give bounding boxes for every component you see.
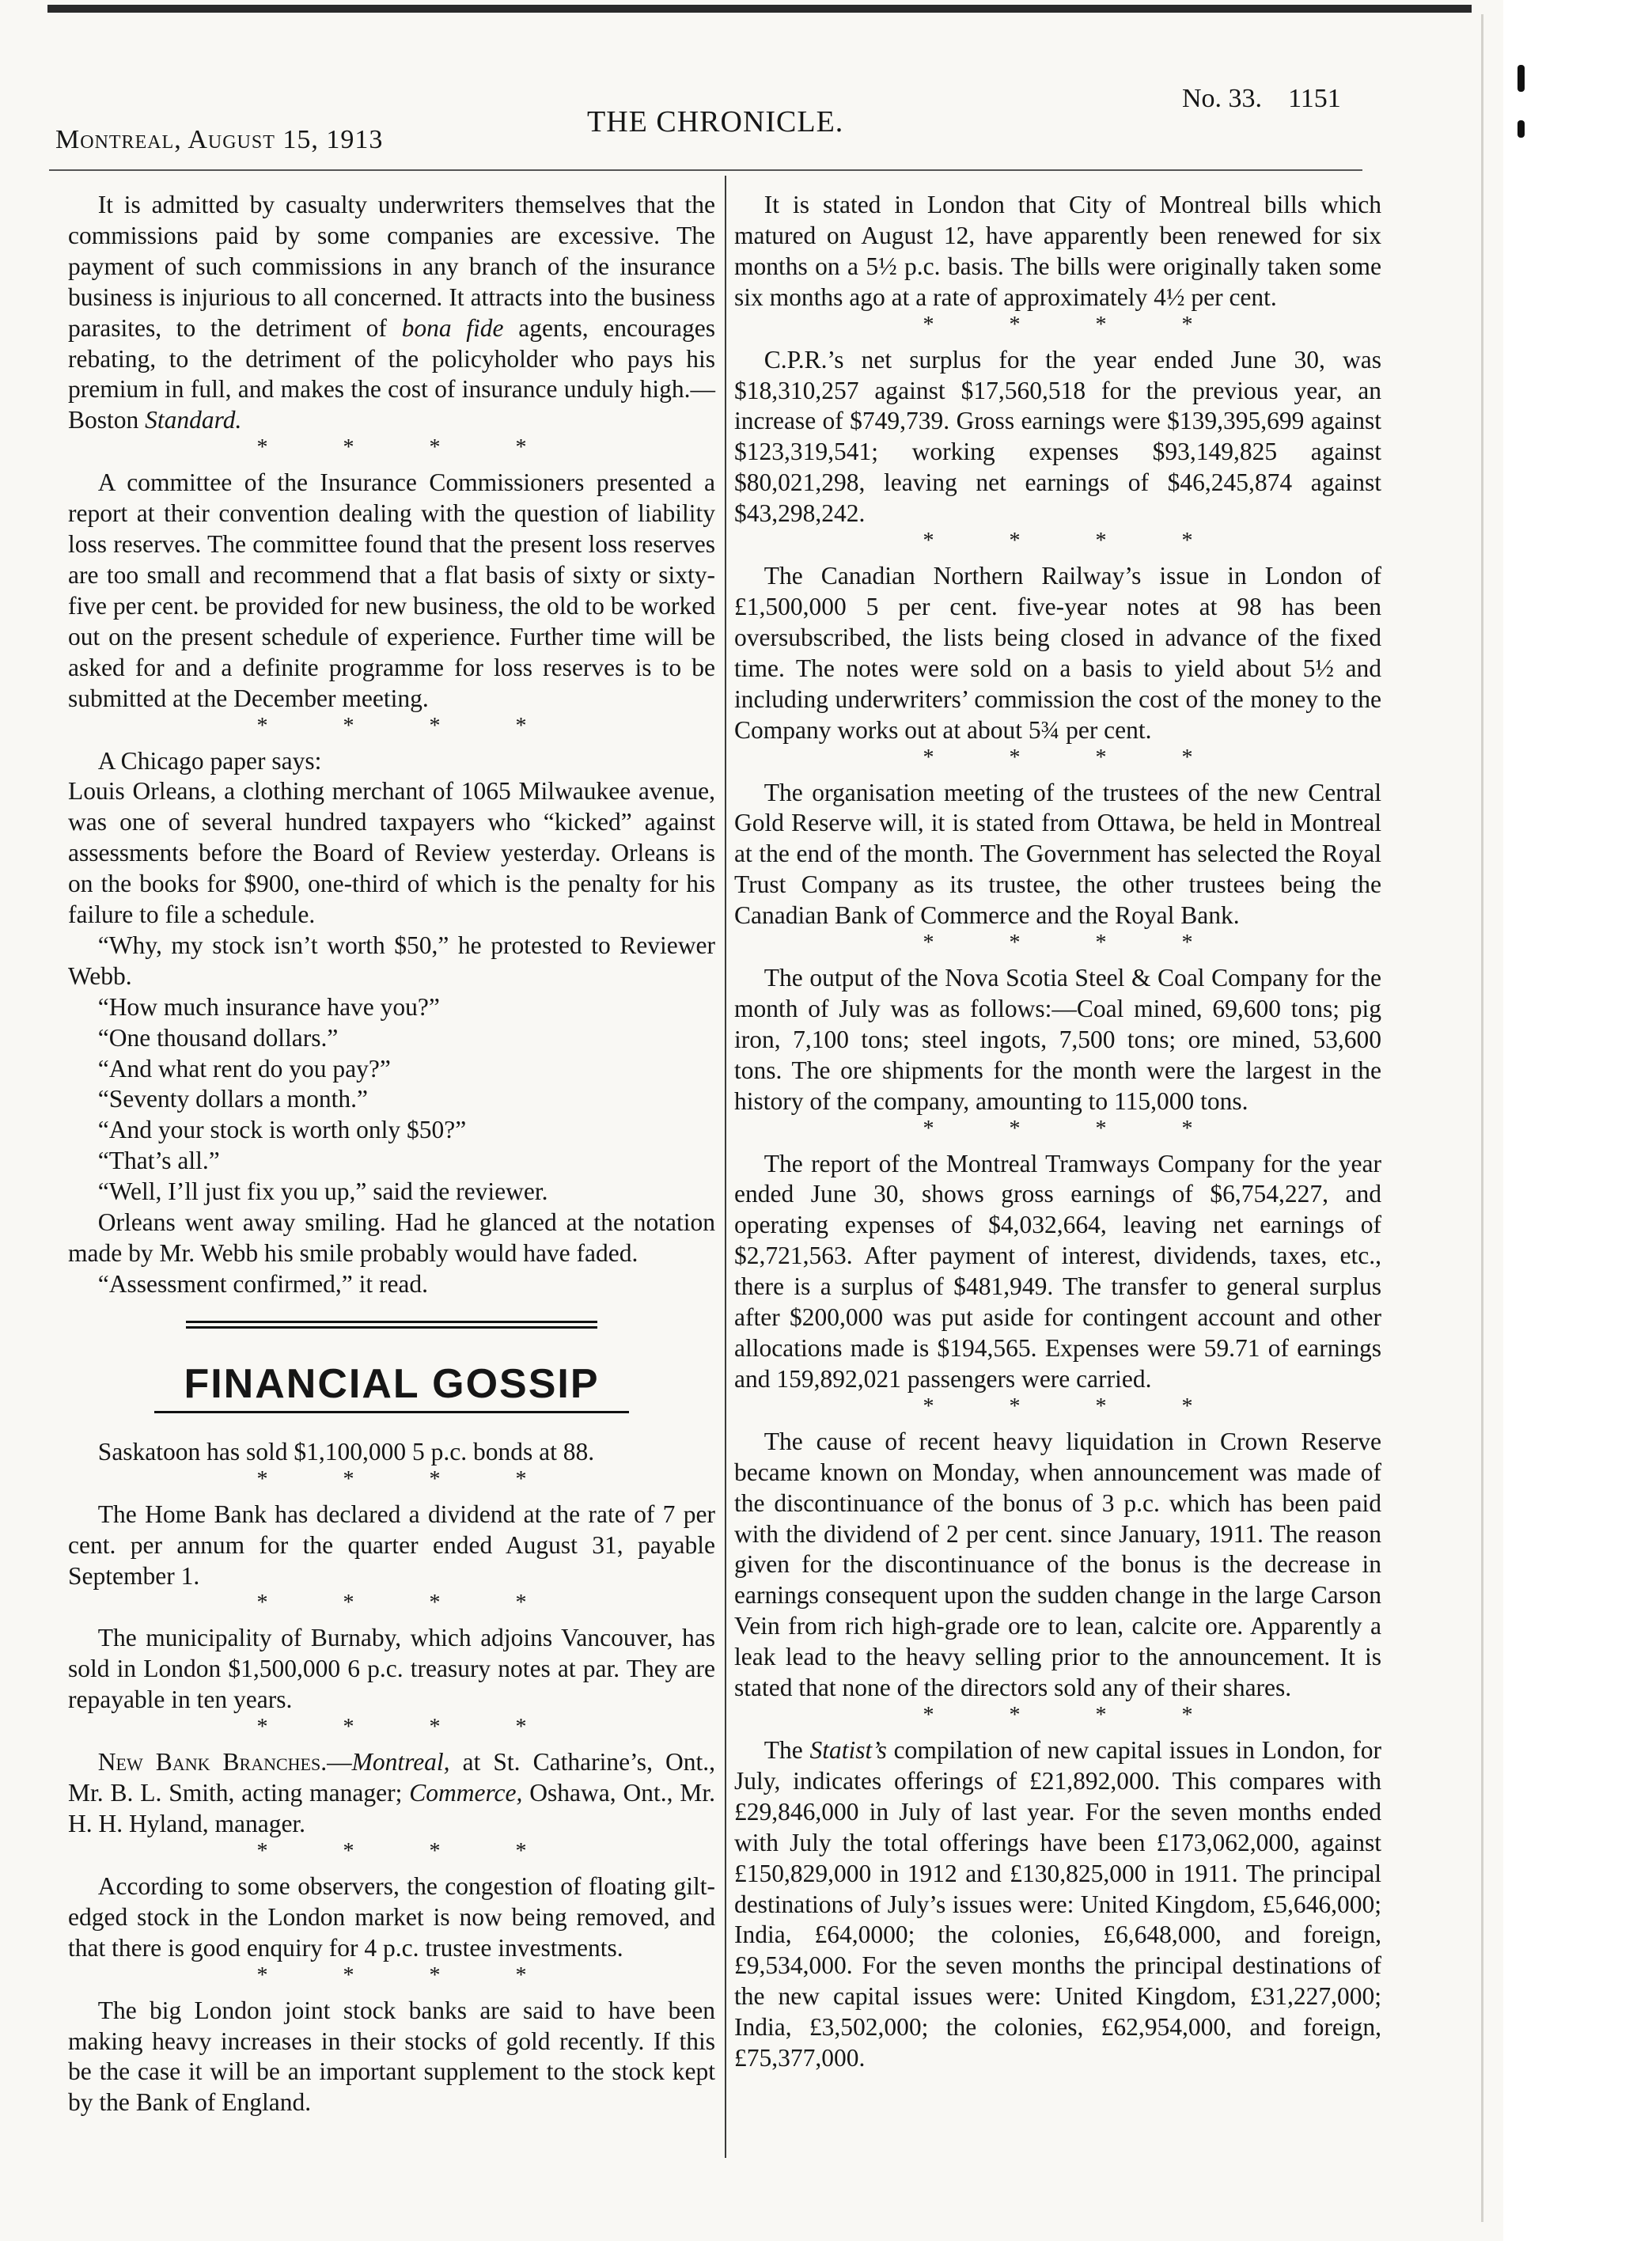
right-column xyxy=(734,190,1381,2074)
separator-stars: * * * * xyxy=(923,931,1228,956)
dialogue-line: “And your stock is worth only $50?” xyxy=(97,1116,467,1144)
separator-stars: * * * * xyxy=(923,312,1228,337)
separator-stars: * * * * xyxy=(256,435,562,461)
binding-mark xyxy=(1517,120,1525,138)
header-rule xyxy=(49,169,1362,171)
paragraph-loss-reserves: A committee of the Insurance Commissioners presented a report at their convention dealing with the question of liability loss reserves. The committee found that the present loss reserves are too small and recommend that a flat basis of sixty or sixty-five per cent. be provided for new business, the old to be worked out on the present schedule of experience. Further time will be asked for and a definite programme for loss reserves is to be submitted at the December meeting. xyxy=(68,468,715,712)
dialogue-line: “That’s all.” xyxy=(97,1147,220,1175)
section-heading-block xyxy=(68,1321,715,1413)
section-title: FINANCIAL GOSSIP xyxy=(184,1360,600,1407)
dialogue-line: “How much insurance have you?” xyxy=(97,992,440,1021)
gossip-nova-scotia-steel: The output of the Nova Scotia Steel & Coal Company for the month of July was as follows:—Coal mined, 69,600 tons; pig iron, 7,100 tons; steel ingots, 7,500 tons; ore mined, 53,600 tons. The ore shipments for the month were the largest in the history of the company, amounting to 115,000 tons. xyxy=(734,964,1381,1115)
binding-mark xyxy=(1517,65,1525,92)
gossip-crown-reserve: The cause of recent heavy liquidation in Crown Reserve became known on Monday, when announcement was made of the discontinuance of the bonus of 3 p.c. which has been paid with the dividend of 2 per cent. since January, 1911. The reason given for the discontinuance of the bonus is the decrease in earnings consequent upon the sudden change in the large Carson Vein from rich high-grade ore to lean, calcite ore. Apparently a leak lead to the heavy selling prior to the announcement. It is stated that none of the directors sold any of their shares. xyxy=(734,1427,1381,1702)
double-rule xyxy=(186,1321,597,1329)
gossip-capital-issues: The Statist’s compilation of new capital issues in London, for July, indicates offerings of £21,892,000. This compares with £29,846,000 in July of last year. For the seven months ended with July the total offerings have been £173,062,000, against £150,829,000 in 1912 and £130,825,000 in 1911. The principal destinations of July’s issues were: United Kingdom, £5,646,000; India, £64,0000; the colonies, £6,648,000, and foreign, £9,534,000. For the seven months the principal destinations of the new capital issues were: United Kingdom, £31,227,000; India, £3,502,000; the colonies, £62,954,000, and foreign, £75,377,000. xyxy=(734,1735,1382,2072)
dialogue-line: “Seventy dollars a month.” xyxy=(97,1085,368,1113)
separator-stars: * * * * xyxy=(256,713,562,738)
separator-stars: * * * * xyxy=(923,529,1228,554)
column-divider xyxy=(725,176,726,2158)
gossip-home-bank: The Home Bank has declared a dividend at the rate of 7 per cent. per annum for the quarter ended August 31, payable September 1. xyxy=(68,1500,715,1590)
title-underline xyxy=(154,1411,629,1413)
paragraph-chicago-story: Louis Orleans, a clothing merchant of 1065 Milwaukee avenue, was one of several hundred taxpayers who “kicked” against assessments before the Board of Review yesterday. Orleans is on the books for $900, one-third of which is the penalty for his failure to file a schedule. xyxy=(68,777,715,929)
gossip-canadian-northern: The Canadian Northern Railway’s issue in London of £1,500,000 5 per cent. five-year notes at 98 has been oversubscribed, the lists being closed in advance of the fixed time. The notes were sold on a basis to yield about 5½ and including underwriters’ commission the cost of the money to the Company works out at about 5¾ per cent. xyxy=(734,562,1381,744)
separator-stars: * * * * xyxy=(256,1715,562,1740)
binding-strip xyxy=(1503,0,1652,2241)
gossip-montreal-tramways: The report of the Montreal Tramways Company for the year ended June 30, shows gross earnings of $6,754,227, and operating expenses of $4,032,664, leaving net earnings of $2,721,563. After payment of interest, dividends, taxes, etc., there is a surplus of $481,949. The transfer to general surplus after $200,000 was put aside for contingent account and other allocations made is $194,565. Expenses were 59.71 of earnings and 159,892,021 passengers were carried. xyxy=(734,1149,1381,1393)
separator-stars: * * * * xyxy=(256,1838,562,1864)
gossip-montreal-bills: It is stated in London that City of Montreal bills which matured on August 12, have apparently been renewed for six months on a 5½ p.c. basis. The bills were originally taken some six months ago at a rate of approximately 4½ per cent. xyxy=(734,191,1381,311)
dialogue-line: “One thousand dollars.” xyxy=(97,1023,339,1052)
separator-stars: * * * * xyxy=(256,1591,562,1616)
separator-stars: * * * * xyxy=(923,1702,1228,1727)
issue-number: No. 33. xyxy=(1182,84,1263,113)
separator-stars: * * * * xyxy=(256,1466,562,1492)
separator-stars: * * * * xyxy=(923,1116,1228,1141)
left-column xyxy=(68,190,715,2118)
page-edge-line xyxy=(1481,14,1483,2222)
gossip-central-gold-reserve: The organisation meeting of the trustees of the new Central Gold Reserve will, it is stated from Ottawa, be held in Montreal at the end of the month. The Government has selected the Royal Trust Company as its trustee, the other trustees being the Canadian Bank of Commerce and the Royal Bank. xyxy=(734,778,1381,930)
top-edge-rule xyxy=(47,5,1472,13)
paragraph-chicago-end: Orleans went away smiling. Had he glanced at the notation made by Mr. Webb his smile probably would have faded. xyxy=(68,1208,715,1267)
running-head-date: Montreal, August 15, 1913 xyxy=(55,125,384,154)
gossip-saskatoon: Saskatoon has sold $1,100,000 5 p.c. bonds at 88. xyxy=(97,1437,595,1466)
gossip-gilt-edged: According to some observers, the congestion of floating gilt-edged stock in the London market is now being removed, and that there is good enquiry for 4 p.c. trustee investments. xyxy=(68,1871,715,1962)
separator-stars: * * * * xyxy=(923,745,1228,770)
dialogue-line: “Why, my stock isn’t worth $50,” he protested to Reviewer Webb. xyxy=(68,931,715,990)
running-head-issue xyxy=(1182,84,1341,114)
gossip-bank-branches: New Bank Branches.—Montreal, at St. Catharine’s, Ont., Mr. B. L. Smith, acting manager; Commerce, Oshawa, Ont., Mr. H. H. Hyland, manager. xyxy=(68,1748,716,1837)
gossip-cpr: C.P.R.’s net surplus for the year ended June 30, was $18,310,257 against $17,560,518 for the previous year, an increase of $749,739. Gross earnings were $139,395,699 against $123,319,541; working expenses $93,149,825 against $80,021,298, leaving net earnings of $46,245,874 against $43,298,242. xyxy=(734,345,1381,528)
gossip-london-banks: The big London joint stock banks are said to have been making heavy increases in their stocks of gold recently. If this be the case it will be an important supplement to the stock kept by the Bank of England. xyxy=(68,1996,715,2117)
paragraph-chicago-intro: A Chicago paper says: xyxy=(97,746,322,775)
separator-stars: * * * * xyxy=(923,1394,1228,1419)
running-head-title: THE CHRONICLE. xyxy=(587,105,844,138)
separator-stars: * * * * xyxy=(256,1962,562,1988)
dialogue-line: “Well, I’ll just fix you up,” said the reviewer. xyxy=(97,1177,548,1206)
gossip-burnaby: The municipality of Burnaby, which adjoins Vancouver, has sold in London $1,500,000 6 p.c. treasury notes at par. They are repayable in ten years. xyxy=(68,1624,715,1714)
paragraph-commissions: It is admitted by casualty underwriters themselves that the commissions paid by some companies are excessive. The payment of such commissions in any branch of the insurance business is injurious to all concerned. It attracts into the business parasites, to the detriment of bona fide agents, encourages rebating, to the detriment of the policyholder who pays his premium in full, and makes the cost of insurance unduly high.—Boston Standard. xyxy=(68,191,715,434)
paragraph-chicago-last: “Assessment confirmed,” it read. xyxy=(97,1269,429,1298)
page-number: 1151 xyxy=(1288,84,1341,113)
dialogue-line: “And what rent do you pay?” xyxy=(97,1054,391,1083)
